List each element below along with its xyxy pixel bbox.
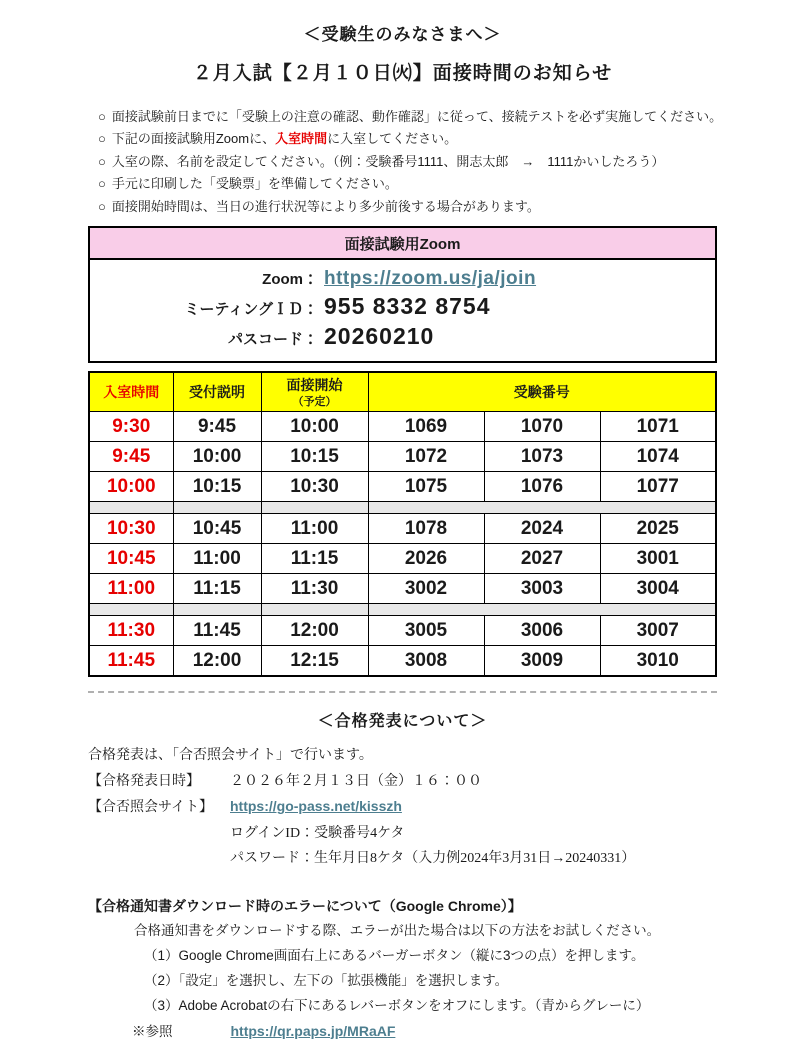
- start-cell: 12:00: [261, 616, 368, 646]
- examinee-number-cell: 1077: [600, 472, 716, 502]
- table-row: [89, 472, 716, 502]
- reception-cell: 11:15: [173, 574, 261, 604]
- entry-time-cell: 9:30: [89, 412, 173, 442]
- examinee-number-cell: 2027: [484, 544, 600, 574]
- zoom-meeting-link[interactable]: https://zoom.us/ja/join: [324, 268, 537, 290]
- start-cell: 11:30: [261, 574, 368, 604]
- start-header-line1: 面接開始: [286, 377, 343, 394]
- results-section: [88, 743, 717, 872]
- examinee-number-cell: 2025: [600, 514, 716, 544]
- reception-cell: 10:45: [173, 514, 261, 544]
- list-item: [98, 128, 717, 150]
- zoom-box-title: 面接試験用Zoom: [90, 228, 715, 260]
- instruction-text: 面接開始時間は、当日の進行状況等により多少前後する場合があります。: [111, 198, 540, 214]
- table-row: [89, 574, 716, 604]
- circle-bullet-icon: ○: [98, 198, 106, 214]
- table-row: [89, 544, 716, 574]
- table-row: [89, 412, 716, 442]
- examinee-number-cell: 3010: [600, 646, 716, 677]
- table-row: [89, 514, 716, 544]
- results-site-label: 【合否照会サイト】: [88, 800, 214, 816]
- examinee-number-cell: 1071: [600, 412, 716, 442]
- zoom-info-box: [88, 226, 717, 363]
- reception-cell: 12:00: [173, 646, 261, 677]
- results-intro: 合格発表は、「合否照会サイト」で行います。: [88, 748, 373, 764]
- start-cell: 10:00: [261, 412, 368, 442]
- col-header-examinee-numbers: 受験番号: [368, 372, 716, 412]
- start-cell: 10:15: [261, 442, 368, 472]
- zoom-box-body: [90, 260, 715, 361]
- reception-cell: 11:00: [173, 544, 261, 574]
- col-header-interview-start: [261, 372, 368, 412]
- results-date-value: ２０２６年２月１３日（金）１６：００: [230, 773, 482, 789]
- start-cell: 12:15: [261, 646, 368, 677]
- table-header-row: [89, 372, 716, 412]
- examinee-number-cell: 2024: [484, 514, 600, 544]
- instruction-text: 手元に印刷した「受験票」を準備してください。: [111, 176, 398, 192]
- circle-bullet-icon: ○: [98, 176, 106, 192]
- error-intro: 合格通知書をダウンロードする際、エラーが出た場合は以下の方法をお試しください。: [134, 922, 661, 938]
- reference-line: [88, 1019, 717, 1044]
- instruction-text: 入室の際、名前を設定してください。（例：受験番号1111、開志太郎 → 1111かいしたろう）: [111, 153, 665, 169]
- results-date-line: [88, 769, 717, 795]
- examinee-number-cell: 1074: [600, 442, 716, 472]
- examinee-number-cell: 1076: [484, 472, 600, 502]
- page-subtitle: ２月入試【２月１０日㈫】面接時間のお知らせ: [192, 63, 613, 84]
- error-section-heading: 【合格通知書ダウンロード時のエラーについて（Google Chrome）】: [88, 897, 522, 914]
- table-row: [89, 646, 716, 677]
- separator-row: [89, 502, 716, 514]
- col-header-reception: 受付説明: [173, 372, 261, 412]
- passcode-value: 20260210: [324, 323, 435, 350]
- passcode-row: [90, 323, 715, 353]
- meeting-id-row: [90, 293, 715, 323]
- page-title: ＜受験生のみなさまへ＞: [303, 25, 502, 44]
- examinee-number-cell: 1073: [484, 442, 600, 472]
- start-cell: 11:00: [261, 514, 368, 544]
- instruction-text: 下記の面接試験用Zoomに、: [111, 131, 276, 147]
- passcode-label: パスコード：: [227, 331, 318, 349]
- reference-link[interactable]: https://qr.paps.jp/MRaAF: [230, 1022, 396, 1039]
- start-cell: 10:30: [261, 472, 368, 502]
- entry-time-cell: 11:00: [89, 574, 173, 604]
- results-section-heading: ＜合格発表について＞: [317, 713, 488, 731]
- col-header-entry-time: 入室時間: [89, 372, 173, 412]
- examinee-number-cell: 1070: [484, 412, 600, 442]
- reception-cell: 10:15: [173, 472, 261, 502]
- examinee-number-cell: 2026: [368, 544, 484, 574]
- examinee-number-cell: 1069: [368, 412, 484, 442]
- instruction-text: に入室してください。: [327, 131, 458, 147]
- error-step: （2）「設定」を選択し、左下の「拡張機能」を選択します。: [144, 972, 509, 988]
- instruction-text: 面接試験前日までに「受験上の注意の確認、動作確認」に従って、接続テストを必ず実施してください。: [111, 109, 723, 124]
- separator-row: [89, 604, 716, 616]
- instruction-list: [88, 106, 723, 218]
- dashed-divider: [88, 691, 717, 693]
- reception-cell: 10:00: [173, 442, 261, 472]
- reference-label: ※参照: [132, 1023, 173, 1039]
- meeting-id-label: ミーティングＩＤ：: [184, 301, 318, 319]
- results-site-line: [88, 794, 717, 821]
- examinee-number-cell: 3008: [368, 646, 484, 677]
- examinee-number-cell: 3001: [600, 544, 716, 574]
- entry-time-cell: 9:45: [89, 442, 173, 472]
- circle-bullet-icon: ○: [98, 109, 106, 124]
- examinee-number-cell: 3005: [368, 616, 484, 646]
- start-header-line2: （予定）: [292, 396, 337, 409]
- results-date-label: 【合格発表日時】: [88, 773, 200, 789]
- list-item: [98, 106, 723, 128]
- list-item: [98, 151, 717, 173]
- entry-time-cell: 10:30: [89, 514, 173, 544]
- table-row: [89, 442, 716, 472]
- meeting-id-value: 955 8332 8754: [324, 293, 491, 320]
- examinee-number-cell: 1075: [368, 472, 484, 502]
- examinee-number-cell: 1078: [368, 514, 484, 544]
- list-item: [98, 173, 717, 195]
- results-site-link[interactable]: https://go-pass.net/kisszh: [230, 798, 402, 815]
- examinee-number-cell: 3003: [484, 574, 600, 604]
- zoom-url-row: [90, 265, 715, 293]
- entry-time-cell: 10:45: [89, 544, 173, 574]
- entry-time-cell: 11:45: [89, 646, 173, 677]
- download-error-section: [88, 894, 717, 1044]
- circle-bullet-icon: ○: [98, 131, 106, 147]
- examinee-number-cell: 3004: [600, 574, 716, 604]
- entry-time-cell: 10:00: [89, 472, 173, 502]
- password-line: パスワード：生年月日8ケタ（入力例2024年3月31日→20240331）: [230, 851, 636, 867]
- list-item: [98, 196, 717, 218]
- examinee-number-cell: 3006: [484, 616, 600, 646]
- interview-schedule-table: [88, 371, 717, 677]
- circle-bullet-icon: ○: [98, 153, 106, 169]
- reception-cell: 11:45: [173, 616, 261, 646]
- entry-time-cell: 11:30: [89, 616, 173, 646]
- examinee-number-cell: 3007: [600, 616, 716, 646]
- entry-time-highlight: 入室時間: [275, 131, 328, 147]
- reception-cell: 9:45: [173, 412, 261, 442]
- examinee-number-cell: 3002: [368, 574, 484, 604]
- examinee-number-cell: 1072: [368, 442, 484, 472]
- table-row: [89, 616, 716, 646]
- error-step: （3）Adobe Acrobatの右下にあるレバーボタンをオフにします。（青からグレーに）: [144, 997, 650, 1013]
- start-cell: 11:15: [261, 544, 368, 574]
- error-step: （1）Google Chrome画面右上にあるバーガーボタン（縦に3つの点）を押します。: [144, 947, 645, 963]
- examinee-number-cell: 3009: [484, 646, 600, 677]
- zoom-url-label: Zoom：: [262, 271, 318, 289]
- login-id-line: ログインID：受験番号4ケタ: [230, 825, 405, 841]
